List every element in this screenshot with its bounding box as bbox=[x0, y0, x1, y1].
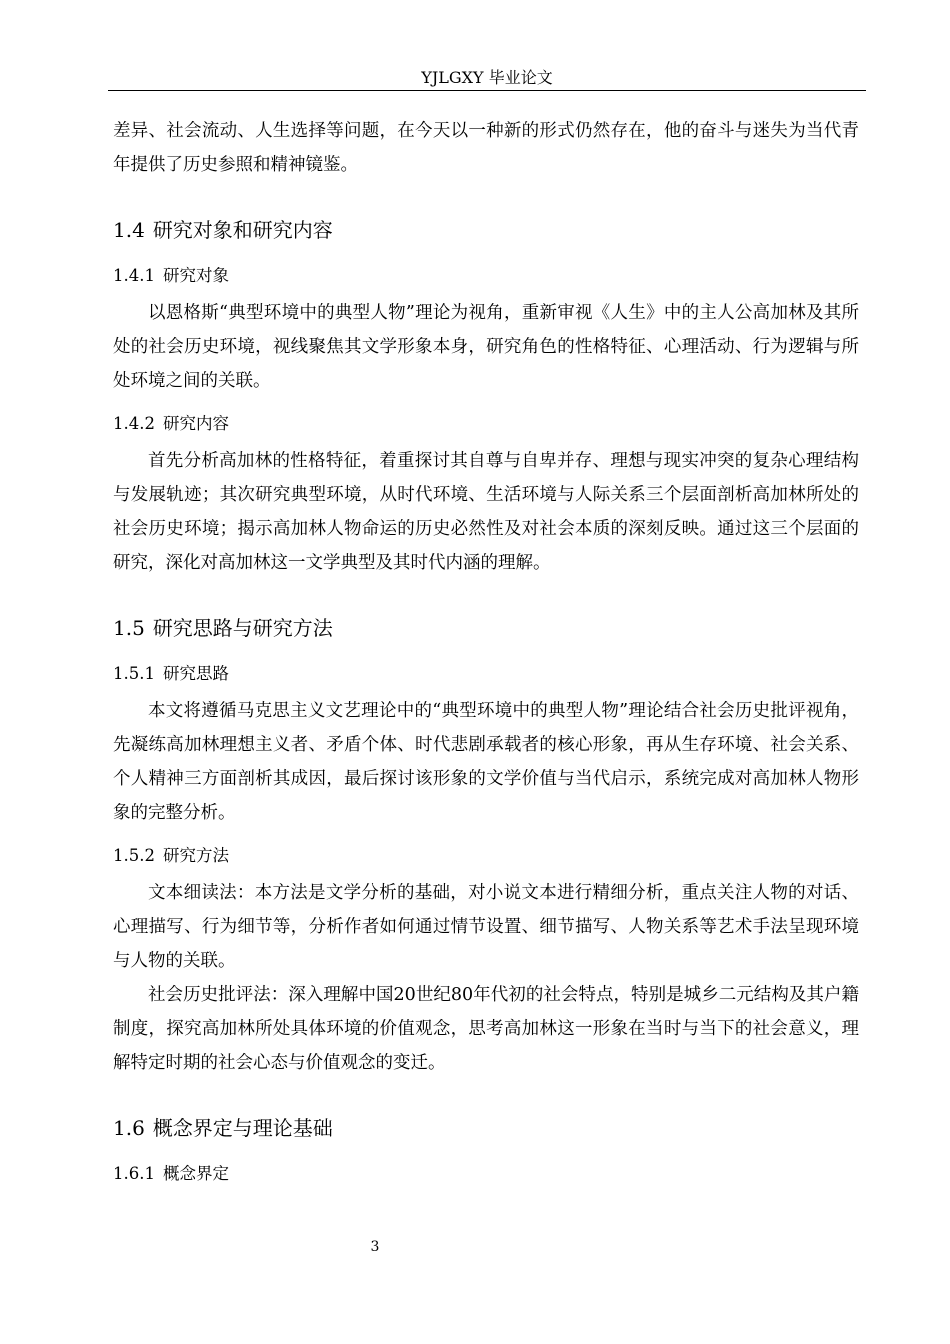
subsection-heading-1-5-1 bbox=[113, 662, 859, 686]
continuation-paragraph: 差异、社会流动、人生选择等问题，在今天以一种新的形式仍然存在，他的奋斗与迷失为当代青年提供了历史参照和精神镜鉴。 bbox=[113, 121, 859, 175]
section-heading-1-5 bbox=[113, 614, 859, 642]
section-number: 1.6 bbox=[113, 1116, 145, 1140]
subsection-heading-1-4-1 bbox=[113, 264, 859, 288]
page-number: 3 bbox=[370, 1239, 380, 1255]
section-heading-1-6 bbox=[113, 1114, 859, 1142]
section-title: 概念界定与理论基础 bbox=[152, 1116, 333, 1140]
section-number: 1.4 bbox=[113, 218, 145, 242]
subsection-number: 1.5.1 bbox=[113, 664, 155, 683]
subsection-number: 1.5.2 bbox=[113, 846, 155, 865]
subsection-number: 1.4.1 bbox=[113, 266, 155, 285]
page-footer bbox=[0, 1239, 750, 1255]
subsection-title: 研究内容 bbox=[162, 414, 229, 433]
subsection-title: 研究对象 bbox=[162, 266, 229, 285]
paragraph-research-approach: 本文将遵循马克思主义文艺理论中的“典型环境中的典型人物”理论结合社会历史批评视角，先凝练高加林理想主义者、矛盾个体、时代悲剧承载者的核心形象，再从生存环境、社会关系、个人精神三方面剖析其成因，最后探讨该形象的文学价值与当代启示，系统完成对高加林人物形象的完整分析。 bbox=[113, 701, 859, 823]
paragraph-research-content: 首先分析高加林的性格特征，着重探讨其自尊与自卑并存、理想与现实冲突的复杂心理结构与发展轨迹；其次研究典型环境，从时代环境、生活环境与人际关系三个层面剖析高加林所处的社会历史环境；揭示高加林人物命运的历史必然性及对社会本质的深刻反映。通过这三个层面的研究，深化对高加林这一文学典型及其时代内涵的理解。 bbox=[113, 451, 859, 573]
subsection-number: 1.4.2 bbox=[113, 414, 155, 433]
section-number: 1.5 bbox=[113, 616, 145, 640]
page-header bbox=[108, 68, 866, 88]
paragraph-research-object: 以恩格斯“典型环境中的典型人物”理论为视角，重新审视《人生》中的主人公高加林及其所处的社会历史环境，视线聚焦其文学形象本身，研究角色的性格特征、心理活动、行为逻辑与所处环境之间的关联。 bbox=[113, 303, 859, 391]
subsection-title: 概念界定 bbox=[162, 1164, 229, 1183]
paragraph-method-socio-historical: 社会历史批评法：深入理解中国20世纪80年代初的社会特点，特别是城乡二元结构及其户籍制度，探究高加林所处具体环境的价值观念，思考高加林这一形象在当时与当下的社会意义，理解特定时期的社会心态与价值观念的变迁。 bbox=[113, 985, 859, 1073]
page-body bbox=[113, 114, 859, 1186]
subsection-heading-1-5-2 bbox=[113, 844, 859, 868]
section-title: 研究思路与研究方法 bbox=[152, 616, 333, 640]
subsection-title: 研究方法 bbox=[162, 846, 229, 865]
subsection-number: 1.6.1 bbox=[113, 1164, 155, 1183]
header-divider bbox=[108, 90, 866, 91]
section-heading-1-4 bbox=[113, 216, 859, 244]
paragraph-method-close-reading: 文本细读法：本方法是文学分析的基础，对小说文本进行精细分析，重点关注人物的对话、心理描写、行为细节等，分析作者如何通过情节设置、细节描写、人物关系等艺术手法呈现环境与人物的关联。 bbox=[113, 883, 859, 971]
header-title: YJLGXY 毕业论文 bbox=[421, 68, 553, 87]
section-title: 研究对象和研究内容 bbox=[152, 218, 333, 242]
subsection-heading-1-4-2 bbox=[113, 412, 859, 436]
subsection-heading-1-6-1 bbox=[113, 1162, 859, 1186]
subsection-title: 研究思路 bbox=[162, 664, 229, 683]
